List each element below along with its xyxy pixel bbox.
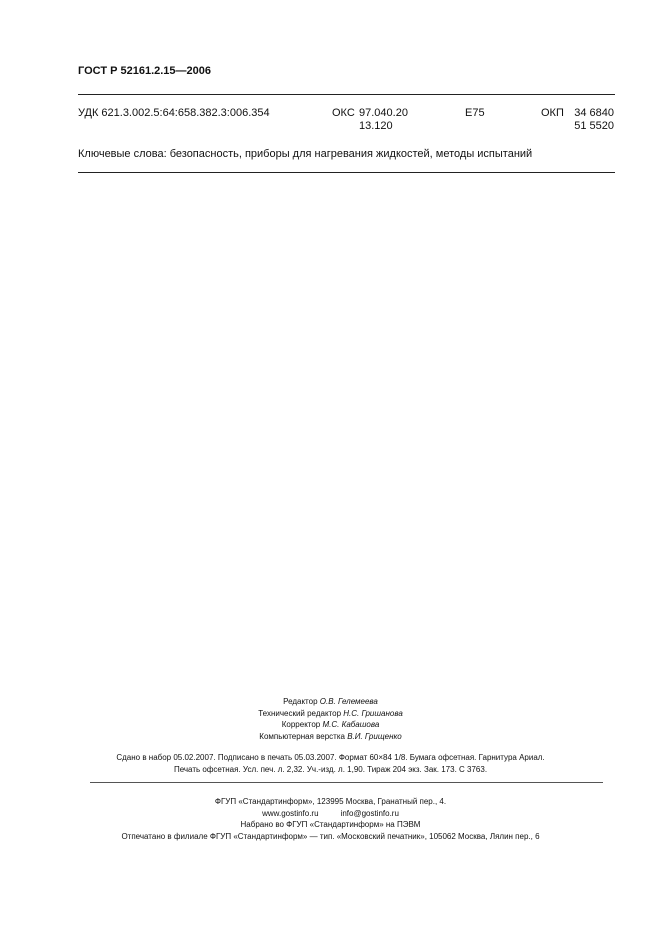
oks-codes (359, 107, 408, 133)
credit-role: Компьютерная верстка (259, 731, 345, 741)
oks-label: ОКС (332, 107, 355, 119)
okp-code: 34 6840 (574, 107, 614, 119)
credits-block (0, 696, 661, 742)
keywords: Ключевые слова: безопасность, приборы для нагревания жидкостей, методы испытаний (78, 148, 533, 160)
credit-name: Н.С. Гришанова (343, 708, 403, 718)
credit-name: О.В. Гелемеева (319, 697, 378, 706)
print-info (0, 752, 661, 776)
credit-editor (0, 696, 661, 708)
publisher-address: ФГУП «Стандартинформ», 123995 Москва, Гранатный пер., 4. (214, 797, 447, 806)
publisher-block (0, 796, 661, 842)
printed-note: Отпечатано в филиале ФГУП «Стандартинформ» — тип. «Московский печатник», 105062 Москва, Лялин пер., 6 (121, 831, 540, 841)
udk-code: УДК 621.3.002.5:64:658.382.3:006.354 (78, 107, 270, 119)
okp-label: ОКП (541, 107, 564, 119)
credit-role: Корректор (281, 720, 321, 729)
typeset-note: Набрано во ФГУП «Стандартинформ» на ПЭВМ (240, 820, 421, 829)
publisher-contacts (0, 808, 661, 820)
credit-role: Редактор (283, 697, 318, 706)
print-info-line: Печать офсетная. Усл. печ. л. 2,32. Уч.-изд. л. 1,90. Тираж 204 экз. Зак. 173. С 3763. (173, 765, 488, 774)
credit-name: В.И. Грищенко (347, 731, 402, 741)
print-info-line: Сдано в набор 05.02.2007. Подписано в печать 05.03.2007. Формат 60×84 1/8. Бумага офсетная. Гарнитура Ариал. (116, 753, 545, 762)
publisher-email[interactable]: info@gostinfo.ru (340, 808, 399, 818)
keywords-divider (78, 172, 615, 173)
oks-code: 97.040.20 (359, 107, 408, 119)
credit-role: Технический редактор (258, 708, 342, 718)
okp-codes (574, 107, 614, 133)
credit-tech-editor (0, 708, 661, 720)
e-code: Е75 (465, 107, 485, 119)
credit-layout (0, 731, 661, 743)
oks-code: 13.120 (359, 120, 393, 132)
top-divider (78, 94, 615, 95)
credit-name: М.С. Кабашова (322, 720, 380, 729)
imprint-divider (90, 782, 603, 783)
okp-code: 51 5520 (574, 120, 614, 132)
publisher-website[interactable]: www.gostinfo.ru (262, 808, 319, 818)
credit-proofreader (0, 719, 661, 731)
standard-number: ГОСТ Р 52161.2.15—2006 (78, 65, 212, 77)
